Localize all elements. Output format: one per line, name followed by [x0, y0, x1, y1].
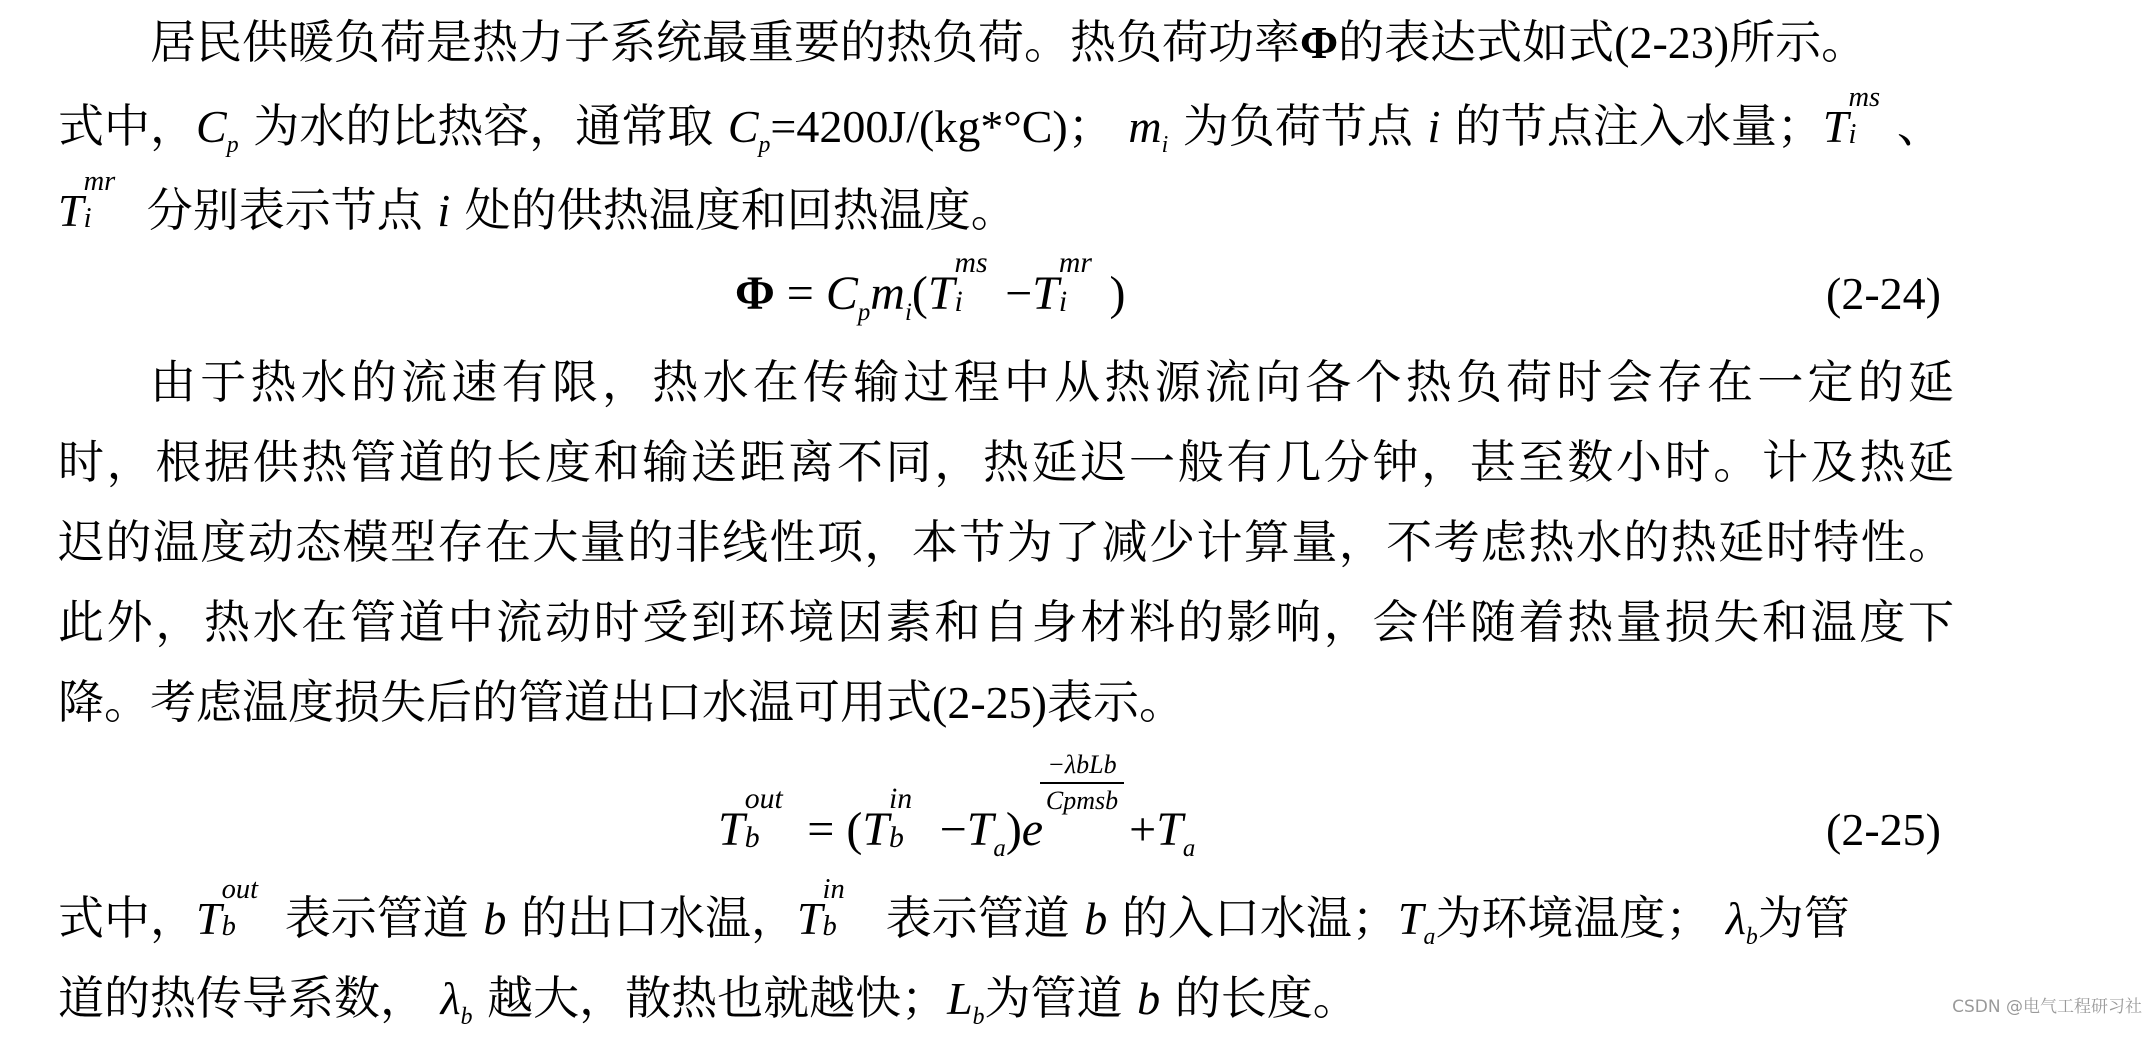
para1-line1: 居民供暖负荷是热力子系统最重要的热负荷。热负荷功率Φ的表达式如式(2-23)所示。 — [150, 15, 1868, 69]
para2-line3: 迟的温度动态模型存在大量的非线性项，本节为了减少计算量，不考虑热水的热延时特性。 — [58, 515, 1954, 569]
para2-line4: 此外，热水在管道中流动时受到环境因素和自身材料的影响，会伴随着热量损失和温度下 — [58, 595, 1954, 649]
equation-2-25-body: T out b = (T in b $-T_a)e +T_a$ — [718, 782, 1196, 862]
para1-line3: T mr i 分别表示节点 i 处的供热温度和回热温度。 — [58, 165, 1017, 237]
para3-line2: 道的热传导系数， $\lambda_b$ 越大，散热也就越快；$L_b$为管道 b 的长度。 — [58, 971, 1359, 1031]
para2-line2: 时，根据供热管道的长度和输送距离不同，热延迟一般有几分钟，甚至数小时。计及热延 — [58, 435, 1954, 489]
fraction-bar — [1040, 782, 1124, 784]
exponent-denominator: Cpmsb — [1045, 786, 1119, 815]
equation-2-24: $\Phi = C_pm_i(T$ ms i −T mr i ) — [735, 246, 1126, 326]
equation-number-2-25: (2-25) — [1826, 804, 1941, 855]
para2-line5: 降。考虑温度损失后的管道出口水温可用式(2-25)表示。 — [58, 675, 1185, 729]
exponent-numerator: −λbLb — [1047, 750, 1117, 779]
csdn-watermark: CSDN @电气工程研习社 — [1952, 997, 2142, 1017]
para2-line1: 由于热水的流速有限，热水在传输过程中从热源流向各个热负荷时会存在一定的延 — [150, 355, 1954, 409]
para3-line1: 式中，T out b 表示管道 b 的出口水温，T in b 表示管道 b 的入口水温；$T_a$为环境温度； $\lambda_b$为管 — [58, 873, 1850, 951]
para1-line2: 式中，$C_p$ 为水的比热容，通常取 $C_p=4200J/(kg*^\circ C)$； $m_i$ 为负荷节点 i 的节点注入水量；T ms i 、 — [58, 81, 1943, 159]
equation-number-2-24: (2-24) — [1826, 268, 1941, 319]
